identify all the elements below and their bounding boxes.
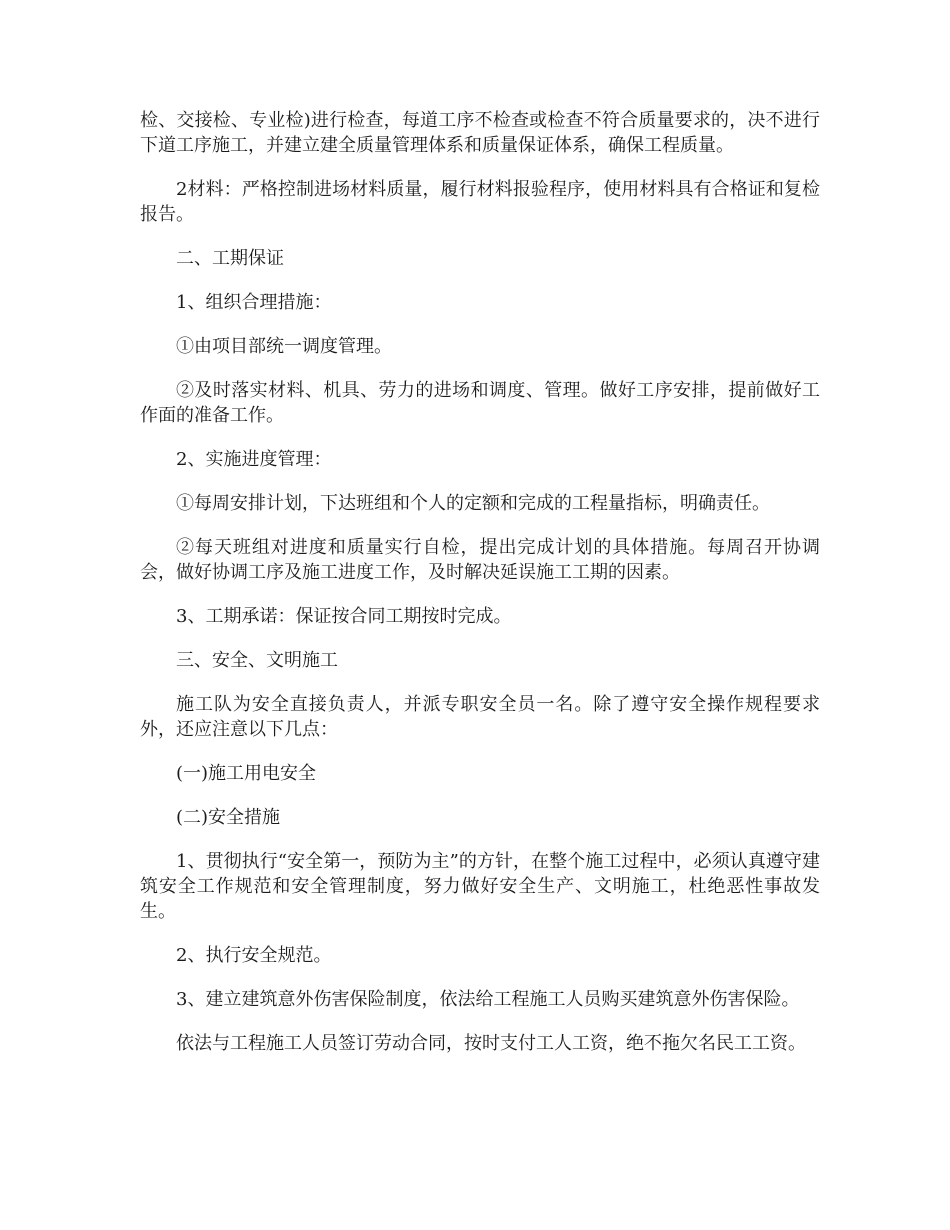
- paragraph-schedule-commitment: 3、工期承诺：保证按合同工期按时完成。: [176, 606, 512, 627]
- paragraph-materials: 2材料：严格控制进场材料质量，履行材料报验程序，使用材料具有合格证和复检报告。: [140, 179, 820, 225]
- list-item-safety-standards: 2、执行安全规范。: [176, 945, 332, 966]
- paragraph-quality-inspection: 检、交接检、专业检)进行检查，每道工序不检查或检查不符合质量要求的，决不进行下道工序施工，并建立建全质量管理体系和质量保证体系，确保工程质量。: [140, 110, 820, 156]
- list-item-materials-arrangement: ②及时落实材料、机具、劳力的进场和调度、管理。做好工序安排，提前做好工作面的准备工作。: [140, 380, 820, 426]
- heading-schedule-guarantee: 二、工期保证: [176, 248, 284, 269]
- list-item-daily-self-check: ②每天班组对进度和质量实行自检，提出完成计划的具体措施。每周召开协调会，做好协调工序及施工进度工作，及时解决延误施工工期的因素。: [140, 537, 820, 583]
- list-item-weekly-plan: ①每周安排计划，下达班组和个人的定额和完成的工程量指标，明确责任。: [176, 493, 770, 514]
- list-item-unified-dispatch: ①由项目部统一调度管理。: [176, 336, 392, 357]
- subheading-safety-measures: (二)安全措施: [176, 807, 281, 828]
- heading-progress-management: 2、实施进度管理：: [176, 449, 332, 470]
- list-item-insurance: 3、建立建筑意外伤害保险制度，依法给工程施工人员购买建筑意外伤害保险。: [176, 989, 800, 1010]
- heading-safety-civilized: 三、安全、文明施工: [176, 650, 338, 671]
- list-item-safety-first: 1、贯彻执行“安全第一，预防为主”的方针，在整个施工过程中，必须认真遵守建筑安全工作规范和安全管理制度，努力做好安全生产、文明施工，杜绝恶性事故发生。: [140, 851, 820, 922]
- document-body: [140, 108, 820, 1075]
- paragraph-labor-contract: 依法与工程施工人员签订劳动合同，按时支付工人工资，绝不拖欠名民工工资。: [176, 1033, 806, 1054]
- subheading-electricity-safety: (一)施工用电安全: [176, 763, 317, 784]
- paragraph-safety-responsible: 施工队为安全直接负责人，并派专职安全员一名。除了遵守安全操作规程要求外，还应注意以下几点：: [140, 694, 820, 740]
- heading-organization-measures: 1、组织合理措施：: [176, 292, 332, 313]
